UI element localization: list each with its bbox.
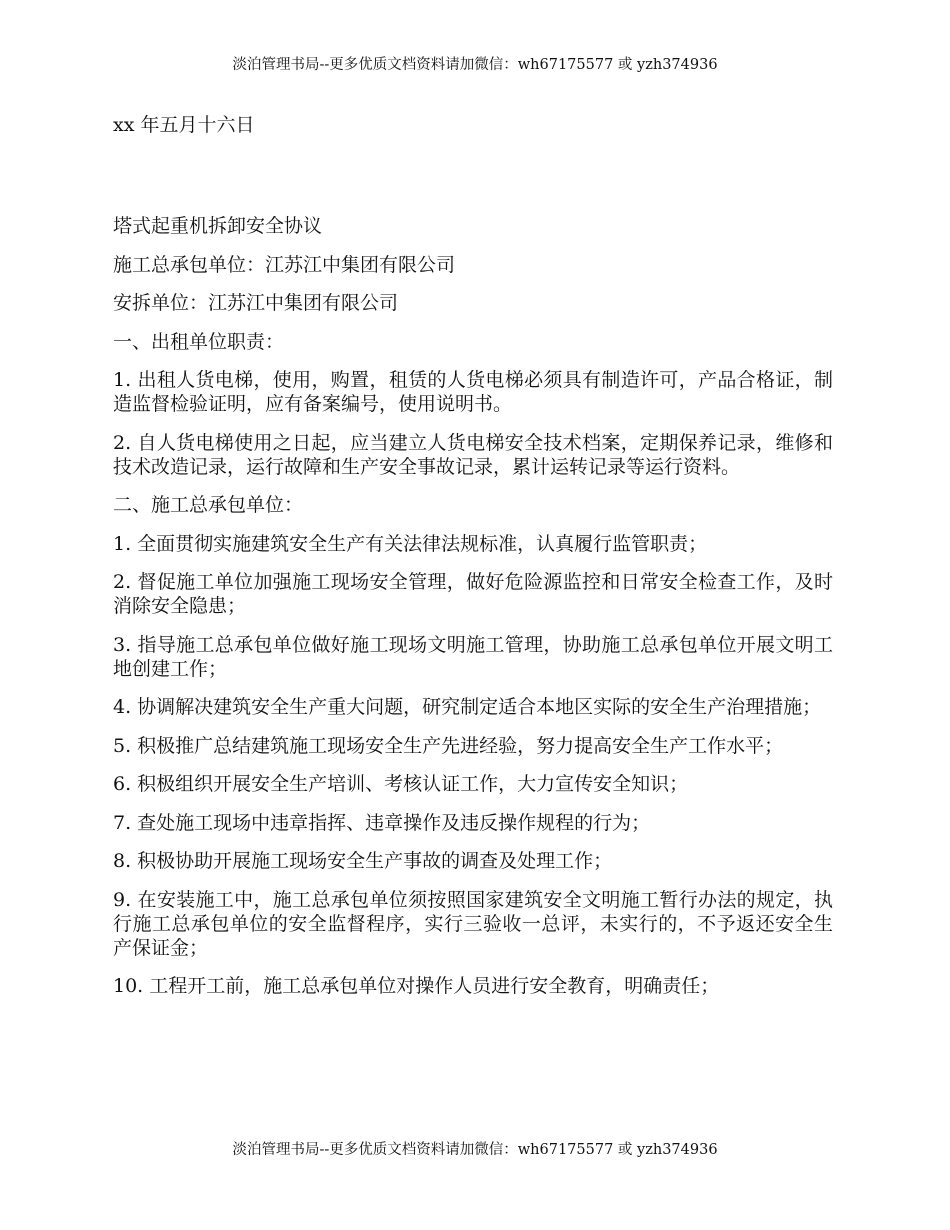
- section-heading-lessor: 一、出租单位职责：: [113, 330, 285, 353]
- document-date: xx 年五月十六日: [113, 114, 255, 136]
- section-heading-contractor: 二、施工总承包单位：: [113, 494, 304, 516]
- contractor-clause-5: 5. 积极推广总结建筑施工现场安全生产先进经验，努力提高安全生产工作水平；: [113, 734, 784, 757]
- contractor-clause-8: 8. 积极协助开展施工现场安全生产事故的调查及处理工作；: [113, 850, 613, 872]
- contractor-clause-4: 4. 协调解决建筑安全生产重大问题，研究制定适合本地区实际的安全生产治理措施；: [113, 696, 822, 718]
- contractor-clause-1: 1. 全面贯彻实施建筑安全生产有关法律法规标准，认真履行监管职责；: [113, 532, 708, 555]
- contractor-clause-2: 2. 督促施工单位加强施工现场安全管理，做好危险源监控和日常安全检查工作，及时消除安全隐患；: [113, 571, 833, 617]
- document-body: [113, 214, 833, 1013]
- contractor-clause-7: 7. 查处施工现场中违章指挥、违章操作及违反操作规程的行为；: [113, 811, 651, 834]
- contractor-clause-3: 3. 指导施工总承包单位做好施工现场文明施工管理，协助施工总承包单位开展文明工地创建工作；: [113, 633, 833, 680]
- contractor-clause-6: 6. 积极组织开展安全生产培训、考核认证工作，大力宣传安全知识；: [113, 773, 689, 795]
- dismantling-unit-line: 安拆单位：江苏江中集团有限公司: [113, 292, 399, 314]
- agreement-title: 塔式起重机拆卸安全协议: [113, 215, 323, 237]
- contractor-clause-10: 10. 工程开工前，施工总承包单位对操作人员进行安全教育，明确责任；: [113, 975, 720, 997]
- general-contractor-line: 施工总承包单位：江苏江中集团有限公司: [113, 253, 456, 276]
- lessor-clause-1: 1. 出租人货电梯，使用，购置，租赁的人货电梯必须具有制造许可，产品合格证，制造监督检验证明，应有备案编号，使用说明书。: [113, 369, 833, 415]
- page-header: 淡泊管理书局--更多优质文档资料请加微信：wh67175577 或 yzh374936: [232, 57, 718, 73]
- lessor-clause-2: 2. 自人货电梯使用之日起，应当建立人货电梯安全技术档案，定期保养记录，维修和技术改造记录，运行故障和生产安全事故记录，累计运转记录等运行资料。: [113, 431, 833, 478]
- page-footer: 淡泊管理书局--更多优质文档资料请加微信：wh67175577 或 yzh374936: [232, 1142, 718, 1158]
- contractor-clause-9: 9. 在安装施工中，施工总承包单位须按照国家建筑安全文明施工暂行办法的规定，执行施工总承包单位的安全监督程序，实行三验收一总评，未实行的，不予返还安全生产保证金；: [113, 888, 833, 959]
